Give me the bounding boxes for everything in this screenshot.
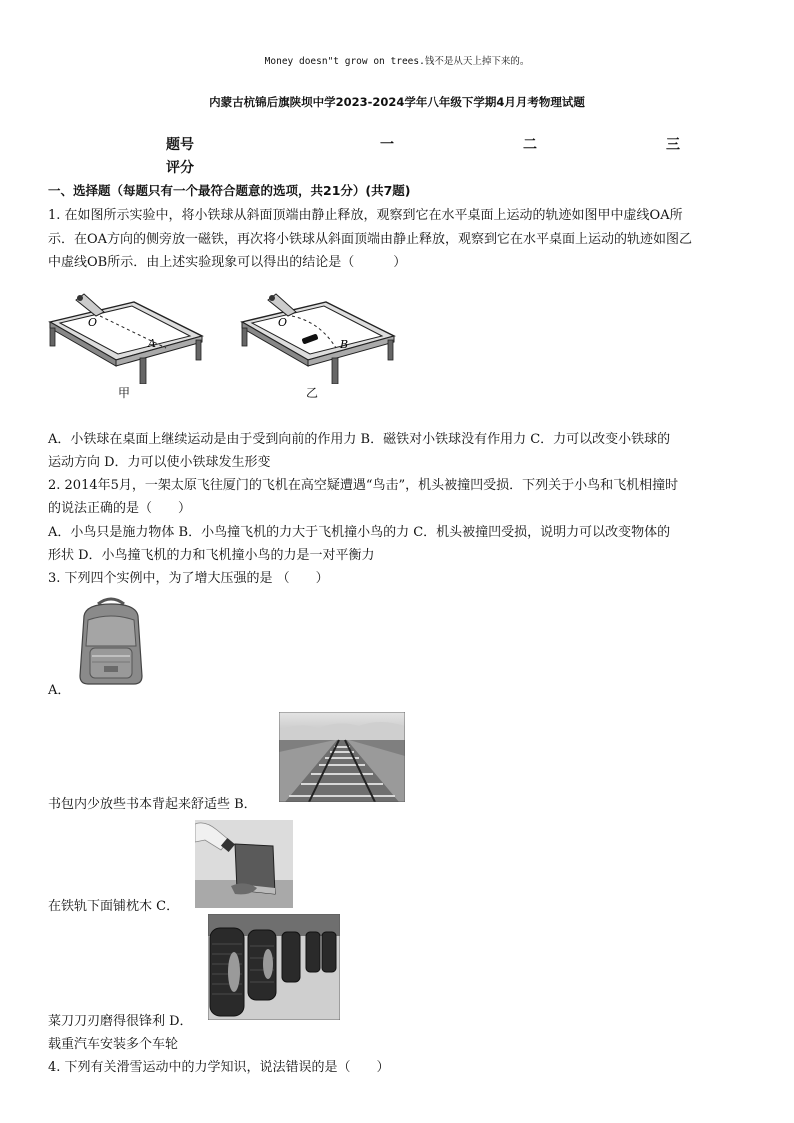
- q1-stem-line-2: 示．在OA方向的侧旁放一磁铁，再次将小铁球从斜面顶端由静止释放，观察到它在水平桌面上运动的轨迹如图乙: [48, 232, 693, 247]
- q3-option-c-text: 菜刀刀刃磨得很锋利 D．: [48, 1014, 193, 1029]
- backpack-image: [74, 596, 148, 688]
- score-column-3: 三: [666, 137, 680, 153]
- iron-ball: [269, 295, 275, 301]
- q2-options-line-2: 形状 D．小鸟撞飞机的力和飞机撞小鸟的力是一对平衡力: [48, 548, 375, 563]
- figure-label-yi: 乙: [306, 386, 319, 400]
- truck-wheels-image: [208, 914, 340, 1020]
- motto-line: Money doesn"t grow on trees.钱不是从天上掉下来的。: [264, 56, 530, 67]
- figure-table-jia: [46, 292, 206, 384]
- label-o: O: [278, 316, 288, 329]
- q4-stem: 4. 下列有关滑雪运动中的力学知识，说法错误的是（ ）: [48, 1060, 390, 1075]
- q2-stem-line-1: 2. 2014年5月，一架太原飞往厦门的飞机在高空疑遭遇“鸟击”，机头被撞凹受损．下列关于小鸟和飞机相撞时: [48, 478, 679, 493]
- score-row-label-number: 题号: [166, 137, 194, 153]
- score-column-2: 二: [523, 137, 537, 153]
- score-column-1: 一: [380, 137, 394, 153]
- q1-stem-line-1: 1. 在如图所示实验中，将小铁球从斜面顶端由静止释放，观察到它在水平桌面上运动的轨迹如图甲中虚线OA所: [48, 208, 683, 223]
- kitchen-knife-image: [195, 820, 293, 908]
- q2-stem-line-2: 的说法正确的是（ ）: [48, 501, 192, 516]
- section-heading: 一、选择题（每题只有一个最符合题意的选项，共21分）(共7题): [48, 183, 411, 198]
- label-a: A: [148, 337, 156, 350]
- q3-option-b-text: 在铁轨下面铺枕木 C．: [48, 899, 180, 914]
- q1-options-line-2: 运动方向 D．力可以使小铁球发生形变: [48, 455, 271, 470]
- score-row-label-score: 评分: [166, 160, 194, 176]
- figure-table-yi: [238, 292, 398, 384]
- iron-ball: [77, 295, 83, 301]
- q3-option-a-label: A．: [48, 683, 71, 698]
- q3-stem: 3. 下列四个实例中，为了增大压强的是 （ ）: [48, 571, 329, 586]
- q1-stem-line-3: 中虚线OB所示．由上述实验现象可以得出的结论是（ ）: [48, 255, 407, 270]
- q3-option-d-text: 载重汽车安装多个车轮: [48, 1037, 179, 1052]
- q3-option-a-text: 书包内少放些书本背起来舒适些 B．: [48, 797, 257, 812]
- figure-label-jia: 甲: [118, 386, 131, 400]
- q2-options-line-1: A．小鸟只是施力物体 B．小鸟撞飞机的力大于飞机撞小鸟的力 C．机头被撞凹受损，说明力可以改变物体的: [48, 525, 671, 540]
- label-b: B: [340, 338, 349, 351]
- q1-options-line-1: A．小铁球在桌面上继续运动是由于受到向前的作用力 B．磁铁对小铁球没有作用力 C．力可以改变小铁球的: [48, 432, 671, 447]
- railway-image: [279, 712, 405, 802]
- exam-title: 内蒙古杭锦后旗陕坝中学2023-2024学年八年级下学期4月月考物理试题: [209, 95, 585, 109]
- label-o: O: [88, 316, 98, 329]
